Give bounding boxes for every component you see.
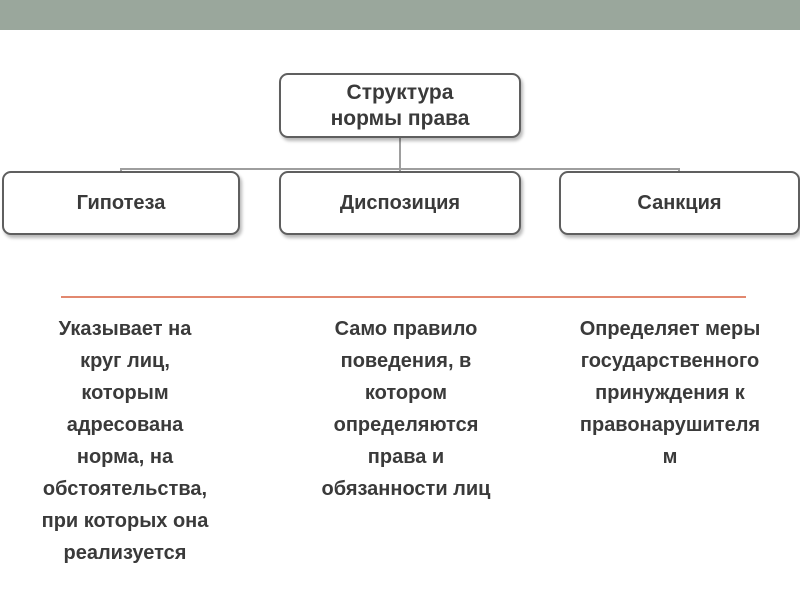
root-node-label: Структура нормы права bbox=[330, 80, 470, 130]
root-node bbox=[279, 73, 521, 138]
slide-header-bar bbox=[0, 0, 800, 30]
divider-line bbox=[61, 296, 746, 298]
sanction-node bbox=[559, 171, 800, 235]
hypothesis-node bbox=[2, 171, 240, 235]
hypothesis-description: Указывает на круг лиц, которым адресована норма, на обстоятельства, при которых она реализуется bbox=[41, 318, 209, 564]
disposition-node-label: Диспозиция bbox=[339, 192, 461, 214]
sanction-node-label: Санкция bbox=[637, 192, 722, 214]
hypothesis-node-label: Гипотеза bbox=[76, 192, 166, 214]
disposition-description: Само правило поведения, в котором определяются права и обязанности лиц bbox=[321, 318, 491, 500]
disposition-node bbox=[279, 171, 521, 235]
horizontal-connector bbox=[120, 168, 680, 170]
root-connector bbox=[399, 138, 401, 171]
sanction-description: Определяет меры государственного принуждения к правонарушителя м bbox=[579, 318, 761, 468]
